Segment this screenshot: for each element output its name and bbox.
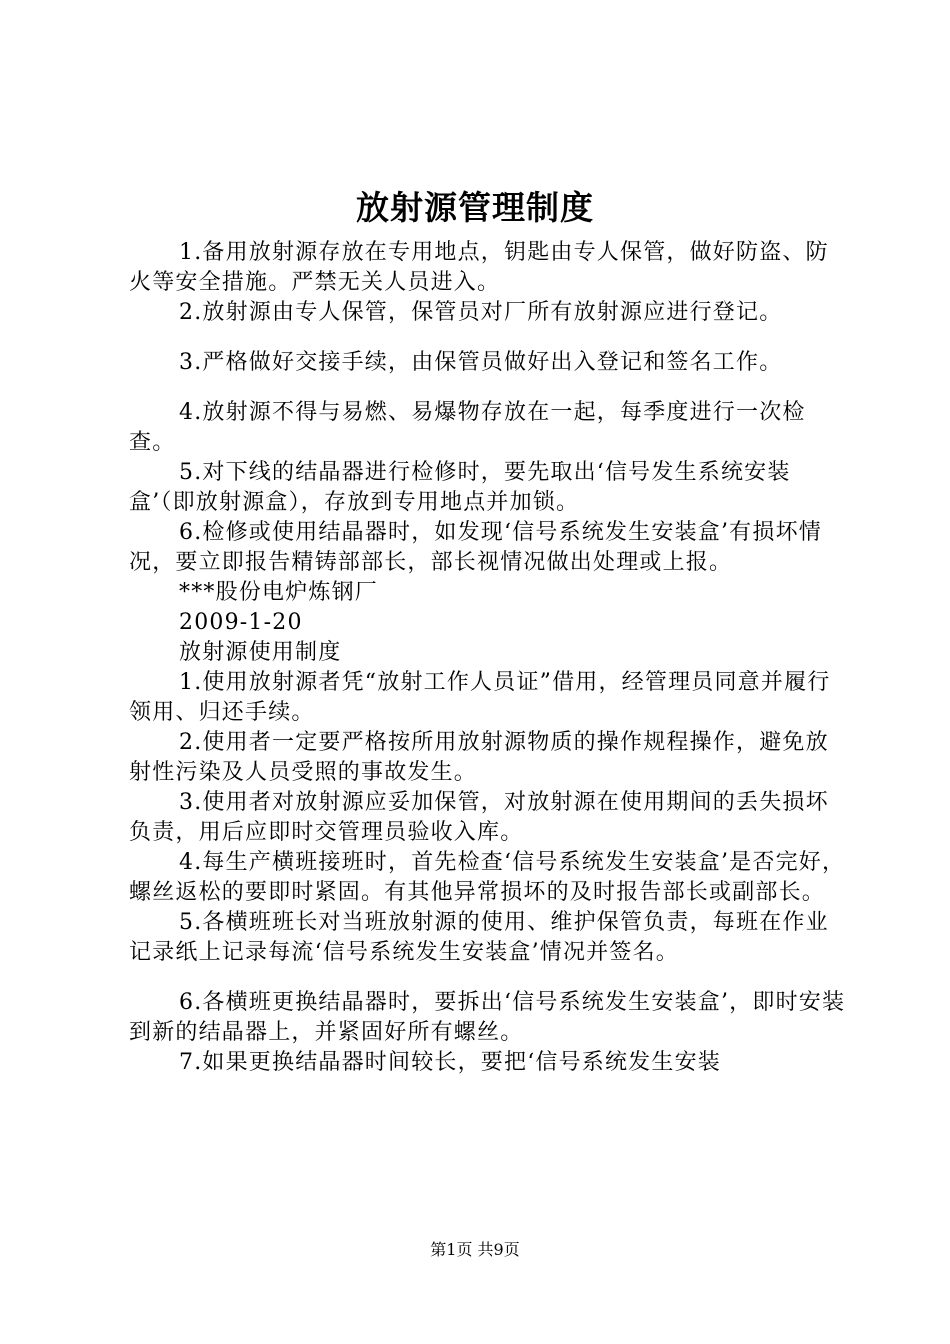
document-body [129, 238, 849, 1078]
spacer [129, 378, 849, 398]
paragraph: 6.各横班更换结晶器时，要拆出‘信号系统发生安装盒’，即时安装到新的结晶器上，并紧固好所有螺丝。 [129, 990, 846, 1045]
spacer [129, 968, 849, 988]
paragraph: 1.使用放射源者凭“放射工作人员证”借用，经管理员同意并履行领用、归还手续。 [129, 670, 831, 725]
paragraph: 3.使用者对放射源应妥加保管，对放射源在使用期间的丢失损坏负责，用后应即时交管理员验收入库。 [129, 790, 829, 845]
paragraph: 2.使用者一定要严格按所用放射源物质的操作规程操作，避免放射性污染及人员受照的事故发生。 [129, 730, 829, 785]
paragraph: 3.严格做好交接手续，由保管员做好出入登记和签名工作。 [179, 350, 783, 375]
paragraph: 1.备用放射源存放在专用地点，钥匙由专人保管，做好防盗、防火等安全措施。严禁无关人员进入。 [129, 240, 829, 295]
signature-date: 2009-1-20 [179, 610, 303, 635]
paragraph: 4.每生产横班接班时，首先检查‘信号系统发生安装盒’是否完好，螺丝返松的要即时紧固。有其他异常损坏的及时报告部长或副部长。 [129, 850, 846, 905]
page-footer: 第1页 共9页 [430, 1240, 520, 1259]
section-heading: 放射源使用制度 [179, 640, 342, 665]
paragraph: 2.放射源由专人保管，保管员对厂所有放射源应进行登记。 [179, 300, 783, 325]
paragraph: 7.如果更换结晶器时间较长，要把‘信号系统发生安装 [179, 1050, 721, 1075]
page-title: 放射源管理制度 [356, 188, 594, 227]
paragraph: 6.检修或使用结晶器时，如发现‘信号系统发生安装盒’有损坏情况，要立即报告精铸部部长，部长视情况做出处理或上报。 [129, 520, 822, 575]
paragraph: 5.对下线的结晶器进行检修时，要先取出‘信号发生系统安装盒’（即放射源盒），存放到专用地点并加锁。 [129, 460, 791, 515]
paragraph: 5.各横班班长对当班放射源的使用、维护保管负责，每班在作业记录纸上记录每流‘信号系统发生安装盒’情况并签名。 [129, 910, 829, 965]
paragraph: 4.放射源不得与易燃、易爆物存放在一起，每季度进行一次检查。 [129, 400, 806, 455]
signature-org: ***股份电炉炼钢厂 [179, 580, 379, 605]
spacer [129, 328, 849, 348]
